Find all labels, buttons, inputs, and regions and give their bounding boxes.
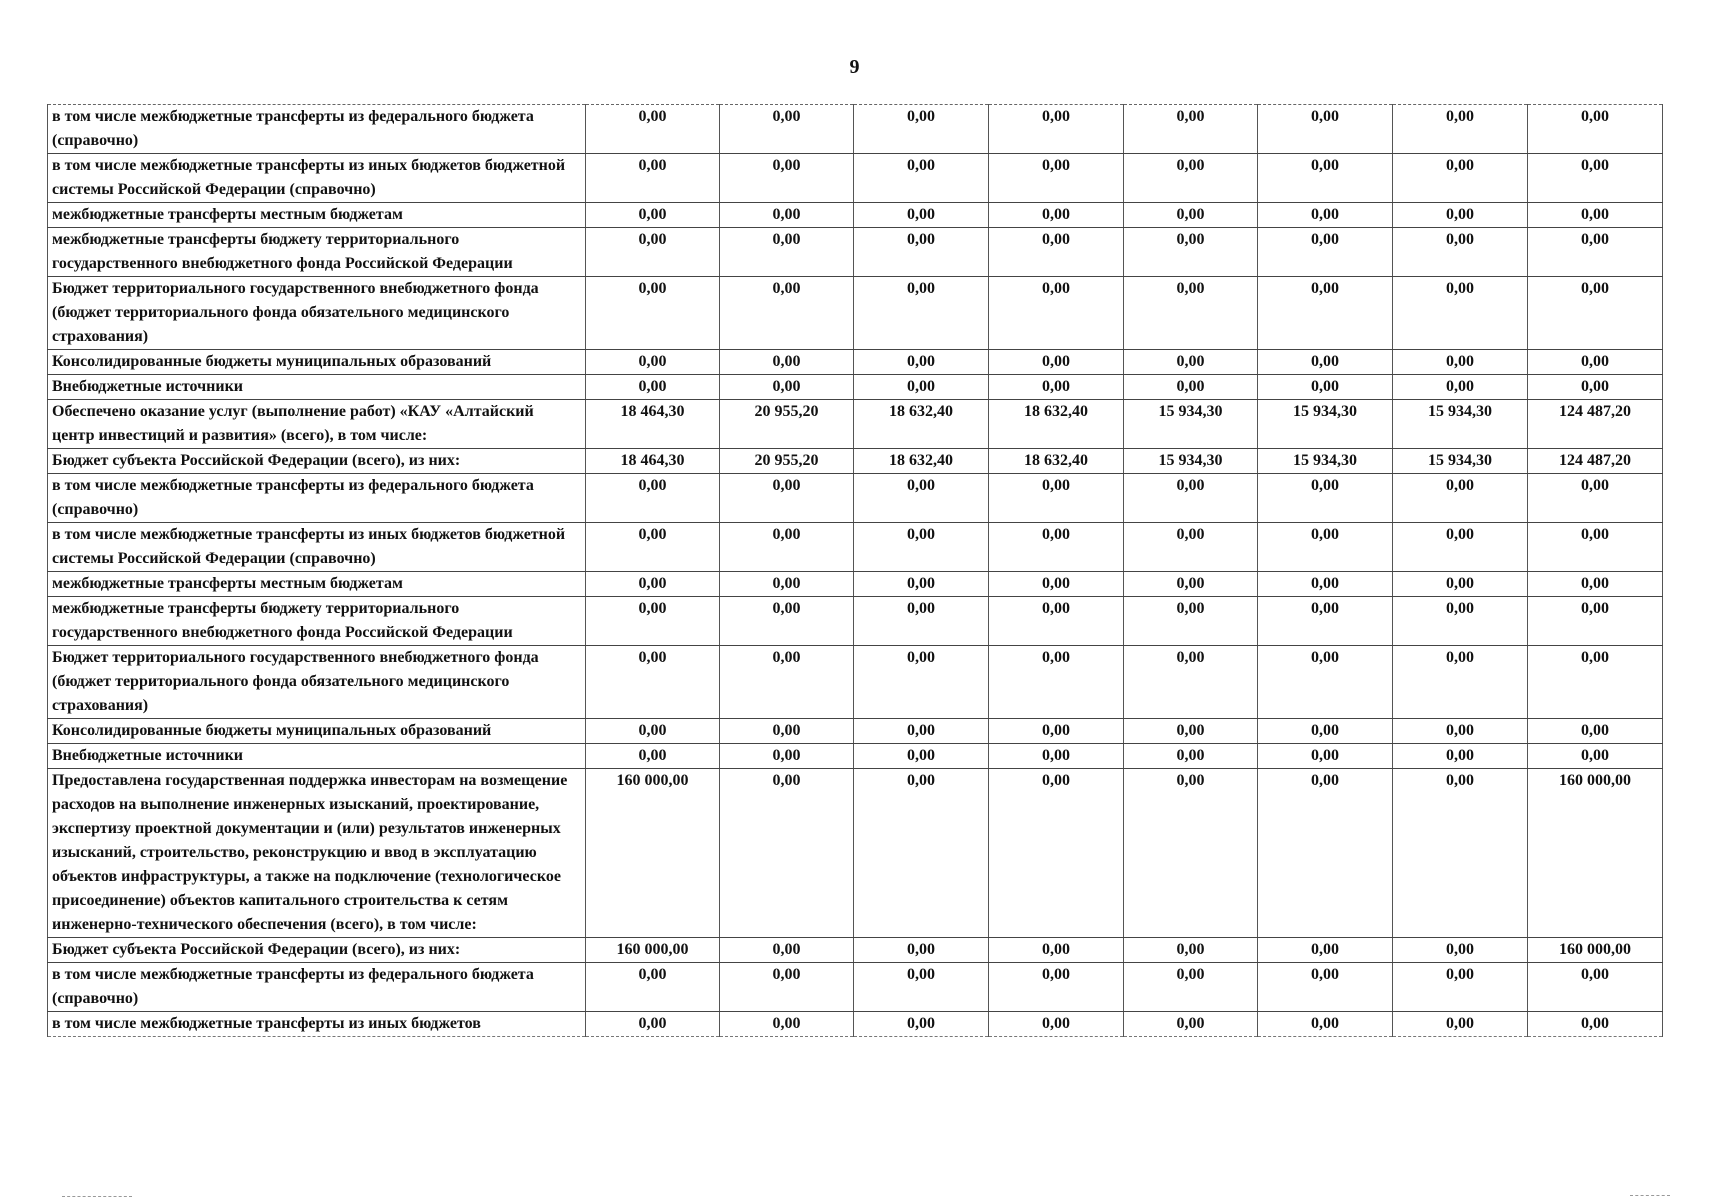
value-cell: 0,00 (720, 105, 854, 154)
value-cell: 0,00 (1393, 646, 1528, 719)
value-cell: 0,00 (989, 719, 1124, 744)
value-cell: 0,00 (1393, 203, 1528, 228)
value-cell: 0,00 (1258, 350, 1393, 375)
table-row (48, 203, 1663, 228)
value-cell: 0,00 (1528, 277, 1663, 350)
table-row (48, 572, 1663, 597)
value-cell: 0,00 (1124, 277, 1258, 350)
value-cell: 0,00 (1124, 938, 1258, 963)
row-label: Обеспечено оказание услуг (выполнение работ) «КАУ «Алтайский центр инвестиций и развития» (всего), в том числе: (48, 400, 586, 449)
value-cell: 124 487,20 (1528, 400, 1663, 449)
value-cell: 0,00 (854, 963, 989, 1012)
value-cell: 0,00 (586, 474, 720, 523)
value-cell: 0,00 (1124, 769, 1258, 938)
value-cell: 0,00 (586, 744, 720, 769)
value-cell: 0,00 (1393, 769, 1528, 938)
value-cell: 0,00 (989, 1012, 1124, 1037)
row-label: Бюджет субъекта Российской Федерации (всего), из них: (48, 449, 586, 474)
value-cell: 0,00 (854, 277, 989, 350)
table-row (48, 375, 1663, 400)
value-cell: 0,00 (989, 203, 1124, 228)
value-cell: 0,00 (720, 154, 854, 203)
value-cell: 0,00 (1124, 375, 1258, 400)
value-cell: 0,00 (989, 572, 1124, 597)
value-cell: 0,00 (1124, 1012, 1258, 1037)
value-cell: 0,00 (854, 474, 989, 523)
page-number: 9 (849, 56, 860, 78)
value-cell: 0,00 (1393, 154, 1528, 203)
value-cell: 0,00 (854, 350, 989, 375)
value-cell: 0,00 (1528, 105, 1663, 154)
value-cell: 0,00 (586, 523, 720, 572)
row-label: Консолидированные бюджеты муниципальных образований (48, 719, 586, 744)
value-cell: 0,00 (720, 938, 854, 963)
value-cell: 0,00 (720, 203, 854, 228)
value-cell: 0,00 (1393, 597, 1528, 646)
value-cell: 0,00 (1393, 277, 1528, 350)
value-cell: 0,00 (1124, 350, 1258, 375)
value-cell: 0,00 (989, 769, 1124, 938)
value-cell: 0,00 (1528, 350, 1663, 375)
value-cell: 0,00 (1393, 572, 1528, 597)
value-cell: 0,00 (854, 228, 989, 277)
value-cell: 0,00 (854, 938, 989, 963)
table-row (48, 1012, 1663, 1037)
value-cell: 0,00 (989, 597, 1124, 646)
value-cell: 124 487,20 (1528, 449, 1663, 474)
value-cell: 0,00 (720, 719, 854, 744)
value-cell: 0,00 (989, 474, 1124, 523)
value-cell: 18 632,40 (854, 449, 989, 474)
value-cell: 15 934,30 (1124, 400, 1258, 449)
row-label: Внебюджетные источники (48, 375, 586, 400)
value-cell: 0,00 (586, 963, 720, 1012)
value-cell: 0,00 (1528, 375, 1663, 400)
value-cell: 0,00 (989, 963, 1124, 1012)
value-cell: 0,00 (1258, 769, 1393, 938)
value-cell: 20 955,20 (720, 400, 854, 449)
table-row (48, 105, 1663, 154)
value-cell: 0,00 (720, 1012, 854, 1037)
row-label: в том числе межбюджетные трансферты из федерального бюджета (справочно) (48, 963, 586, 1012)
value-cell: 0,00 (1528, 523, 1663, 572)
value-cell: 0,00 (1528, 154, 1663, 203)
value-cell: 0,00 (1393, 105, 1528, 154)
value-cell: 0,00 (1258, 1012, 1393, 1037)
value-cell: 0,00 (1124, 572, 1258, 597)
value-cell: 0,00 (1258, 938, 1393, 963)
table-row (48, 350, 1663, 375)
row-label: Бюджет территориального государственного внебюджетного фонда (бюджет территориального фонда обязательного медицинского страхования) (48, 277, 586, 350)
value-cell: 0,00 (854, 597, 989, 646)
value-cell: 0,00 (1528, 228, 1663, 277)
table-row (48, 449, 1663, 474)
table-row (48, 228, 1663, 277)
table-body (48, 105, 1663, 1037)
scan-artifact (1630, 1195, 1670, 1196)
table-row (48, 744, 1663, 769)
table-row (48, 646, 1663, 719)
value-cell: 0,00 (1258, 105, 1393, 154)
value-cell: 0,00 (854, 719, 989, 744)
value-cell: 0,00 (1528, 572, 1663, 597)
value-cell: 0,00 (586, 646, 720, 719)
value-cell: 0,00 (1258, 203, 1393, 228)
value-cell: 160 000,00 (586, 769, 720, 938)
value-cell: 0,00 (854, 203, 989, 228)
table-row (48, 400, 1663, 449)
value-cell: 0,00 (1258, 228, 1393, 277)
value-cell: 0,00 (1124, 105, 1258, 154)
value-cell: 0,00 (720, 646, 854, 719)
value-cell: 0,00 (1528, 1012, 1663, 1037)
value-cell: 0,00 (989, 744, 1124, 769)
value-cell: 0,00 (720, 744, 854, 769)
value-cell: 0,00 (586, 350, 720, 375)
value-cell: 18 464,30 (586, 400, 720, 449)
table-row (48, 769, 1663, 938)
value-cell: 0,00 (1124, 203, 1258, 228)
row-label: Консолидированные бюджеты муниципальных образований (48, 350, 586, 375)
value-cell: 0,00 (1124, 597, 1258, 646)
value-cell: 0,00 (989, 228, 1124, 277)
row-label: Внебюджетные источники (48, 744, 586, 769)
value-cell: 0,00 (720, 769, 854, 938)
value-cell: 0,00 (1124, 154, 1258, 203)
row-label: в том числе межбюджетные трансферты из федерального бюджета (справочно) (48, 105, 586, 154)
row-label: Предоставлена государственная поддержка инвесторам на возмещение расходов на выполнение инженерных изысканий, проектирование, экспертизу проектной документации и (или) результатов инженерных изысканий, строительство, реконструкцию и ввод в эксплуатацию объектов инфраструктуры, а также на подключение (технологическое присоединение) объектов капитального строительства к сетям инженерно-технического обеспечения (всего), в том числе: (48, 769, 586, 938)
value-cell: 15 934,30 (1258, 449, 1393, 474)
value-cell: 160 000,00 (1528, 938, 1663, 963)
value-cell: 0,00 (1528, 203, 1663, 228)
value-cell: 0,00 (1528, 646, 1663, 719)
value-cell: 0,00 (1393, 350, 1528, 375)
value-cell: 0,00 (1393, 938, 1528, 963)
value-cell: 0,00 (586, 105, 720, 154)
value-cell: 0,00 (989, 154, 1124, 203)
row-label: в том числе межбюджетные трансферты из иных бюджетов бюджетной системы Российской Федерации (справочно) (48, 154, 586, 203)
value-cell: 0,00 (989, 277, 1124, 350)
value-cell: 0,00 (854, 646, 989, 719)
value-cell: 0,00 (720, 375, 854, 400)
table-row (48, 474, 1663, 523)
value-cell: 0,00 (1258, 154, 1393, 203)
value-cell: 160 000,00 (586, 938, 720, 963)
value-cell: 0,00 (586, 572, 720, 597)
value-cell: 0,00 (586, 719, 720, 744)
value-cell: 0,00 (1258, 719, 1393, 744)
value-cell: 0,00 (1124, 523, 1258, 572)
value-cell: 0,00 (1258, 375, 1393, 400)
value-cell: 0,00 (1528, 744, 1663, 769)
scan-artifact (62, 1196, 132, 1197)
row-label: межбюджетные трансферты бюджету территориального государственного внебюджетного фонда Российской Федерации (48, 597, 586, 646)
value-cell: 0,00 (989, 350, 1124, 375)
value-cell: 15 934,30 (1124, 449, 1258, 474)
value-cell: 0,00 (854, 572, 989, 597)
value-cell: 0,00 (1528, 963, 1663, 1012)
row-label: в том числе межбюджетные трансферты из иных бюджетов бюджетной системы Российской Федерации (справочно) (48, 523, 586, 572)
value-cell: 0,00 (989, 523, 1124, 572)
table-row (48, 719, 1663, 744)
value-cell: 15 934,30 (1393, 449, 1528, 474)
value-cell: 0,00 (1124, 646, 1258, 719)
value-cell: 0,00 (989, 375, 1124, 400)
value-cell: 0,00 (720, 963, 854, 1012)
table-row (48, 938, 1663, 963)
value-cell: 0,00 (854, 375, 989, 400)
value-cell: 0,00 (720, 350, 854, 375)
value-cell: 0,00 (1258, 744, 1393, 769)
value-cell: 18 464,30 (586, 449, 720, 474)
value-cell: 0,00 (720, 597, 854, 646)
value-cell: 0,00 (720, 523, 854, 572)
value-cell: 0,00 (854, 523, 989, 572)
value-cell: 18 632,40 (989, 449, 1124, 474)
value-cell: 0,00 (989, 105, 1124, 154)
value-cell: 0,00 (720, 277, 854, 350)
value-cell: 0,00 (854, 744, 989, 769)
value-cell: 0,00 (586, 203, 720, 228)
value-cell: 0,00 (1393, 523, 1528, 572)
value-cell: 0,00 (1393, 1012, 1528, 1037)
value-cell: 0,00 (586, 375, 720, 400)
value-cell: 20 955,20 (720, 449, 854, 474)
value-cell: 160 000,00 (1528, 769, 1663, 938)
value-cell: 0,00 (1393, 474, 1528, 523)
value-cell: 0,00 (854, 105, 989, 154)
value-cell: 0,00 (1258, 523, 1393, 572)
value-cell: 0,00 (1393, 744, 1528, 769)
value-cell: 0,00 (586, 154, 720, 203)
row-label: межбюджетные трансферты местным бюджетам (48, 572, 586, 597)
value-cell: 15 934,30 (1393, 400, 1528, 449)
value-cell: 0,00 (1528, 719, 1663, 744)
table-row (48, 154, 1663, 203)
row-label: в том числе межбюджетные трансферты из федерального бюджета (справочно) (48, 474, 586, 523)
value-cell: 0,00 (1124, 228, 1258, 277)
table-row (48, 963, 1663, 1012)
value-cell: 18 632,40 (854, 400, 989, 449)
value-cell: 18 632,40 (989, 400, 1124, 449)
value-cell: 0,00 (720, 228, 854, 277)
value-cell: 0,00 (1124, 719, 1258, 744)
value-cell: 0,00 (1124, 474, 1258, 523)
value-cell: 0,00 (1393, 963, 1528, 1012)
value-cell: 0,00 (586, 597, 720, 646)
table-row (48, 277, 1663, 350)
table-row (48, 597, 1663, 646)
value-cell: 0,00 (586, 277, 720, 350)
value-cell: 0,00 (1258, 474, 1393, 523)
value-cell: 0,00 (1393, 228, 1528, 277)
value-cell: 0,00 (720, 572, 854, 597)
value-cell: 15 934,30 (1258, 400, 1393, 449)
value-cell: 0,00 (1124, 744, 1258, 769)
value-cell: 0,00 (1258, 277, 1393, 350)
value-cell: 0,00 (1393, 719, 1528, 744)
value-cell: 0,00 (1393, 375, 1528, 400)
row-label: Бюджет территориального государственного внебюджетного фонда (бюджет территориального фонда обязательного медицинского страхования) (48, 646, 586, 719)
value-cell: 0,00 (1528, 597, 1663, 646)
value-cell: 0,00 (854, 154, 989, 203)
value-cell: 0,00 (1258, 597, 1393, 646)
value-cell: 0,00 (989, 938, 1124, 963)
value-cell: 0,00 (1258, 646, 1393, 719)
row-label: межбюджетные трансферты бюджету территориального государственного внебюджетного фонда Российской Федерации (48, 228, 586, 277)
value-cell: 0,00 (854, 1012, 989, 1037)
budget-table (47, 104, 1663, 1037)
value-cell: 0,00 (1528, 474, 1663, 523)
value-cell: 0,00 (1124, 963, 1258, 1012)
row-label: в том числе межбюджетные трансферты из иных бюджетов (48, 1012, 586, 1037)
value-cell: 0,00 (989, 646, 1124, 719)
table-row (48, 523, 1663, 572)
value-cell: 0,00 (586, 1012, 720, 1037)
value-cell: 0,00 (1258, 963, 1393, 1012)
row-label: Бюджет субъекта Российской Федерации (всего), из них: (48, 938, 586, 963)
value-cell: 0,00 (720, 474, 854, 523)
row-label: межбюджетные трансферты местным бюджетам (48, 203, 586, 228)
value-cell: 0,00 (586, 228, 720, 277)
value-cell: 0,00 (1258, 572, 1393, 597)
value-cell: 0,00 (854, 769, 989, 938)
